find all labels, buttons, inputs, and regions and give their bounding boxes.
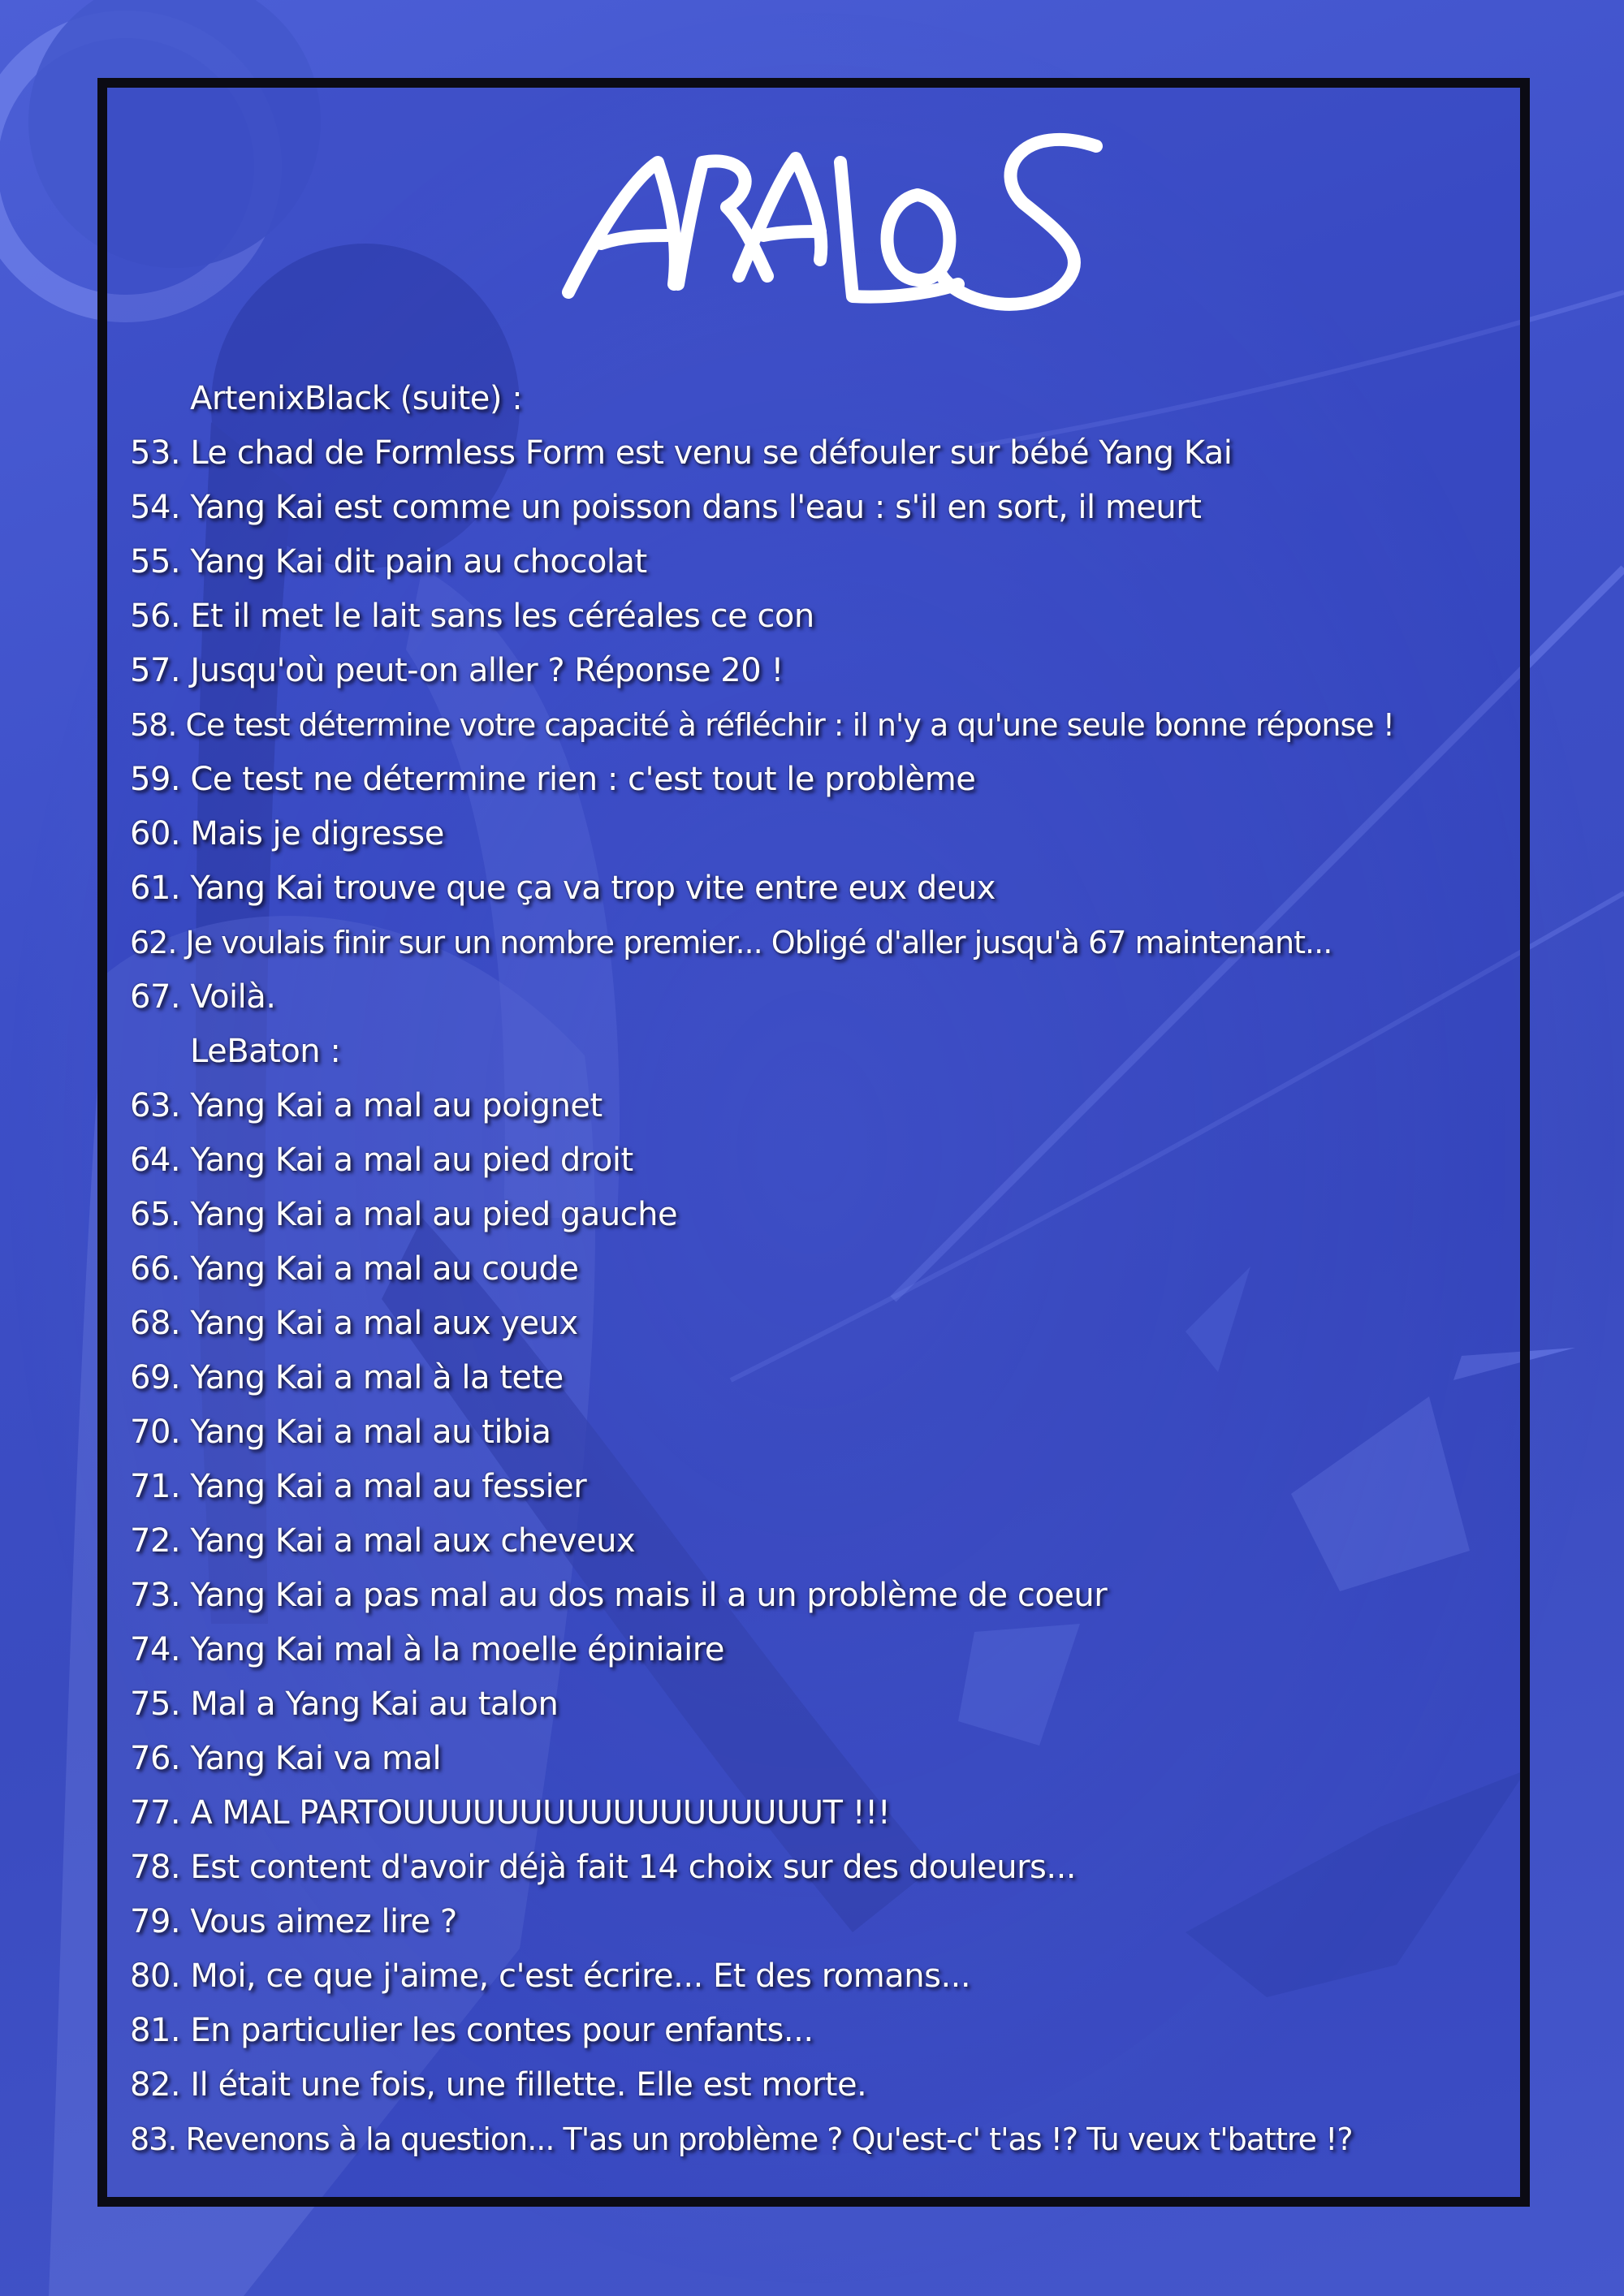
list-item: 81. En particulier les contes pour enfants... xyxy=(130,2012,814,2049)
list-item: 79. Vous aimez lire ? xyxy=(130,1903,457,1940)
list-item: 69. Yang Kai a mal à la tete xyxy=(130,1359,564,1396)
section-heading: LeBaton : xyxy=(190,1033,341,1070)
list-item: 60. Mais je digresse xyxy=(130,815,444,852)
list-item: 53. Le chad de Formless Form est venu se défouler sur bébé Yang Kai xyxy=(130,434,1233,472)
list-item: 78. Est content d'avoir déjà fait 14 choix sur des douleurs... xyxy=(130,1849,1077,1886)
list-item: 62. Je voulais finir sur un nombre premier... Obligé d'aller jusqu'à 67 maintenant... xyxy=(130,925,1332,960)
aralos-logo xyxy=(536,114,1121,390)
list-item: 66. Yang Kai a mal au coude xyxy=(130,1250,579,1288)
list-item: 58. Ce test détermine votre capacité à réfléchir : il n'y a qu'une seule bonne réponse ! xyxy=(130,707,1394,743)
list-item: 67. Voilà. xyxy=(130,978,276,1016)
section-heading: ArtenixBlack (suite) : xyxy=(190,380,523,417)
list-item: 55. Yang Kai dit pain au chocolat xyxy=(130,543,647,580)
list-item: 76. Yang Kai va mal xyxy=(130,1740,442,1777)
list-item: 83. Revenons à la question... T'as un problème ? Qu'est-c' t'as !? Tu veux t'battre !? xyxy=(130,2121,1353,2157)
list-item: 56. Et il met le lait sans les céréales ce con xyxy=(130,598,814,635)
list-item: 70. Yang Kai a mal au tibia xyxy=(130,1413,551,1451)
list-item: 77. A MAL PARTOUUUUUUUUUUUUUUUUUUT !!! xyxy=(130,1794,891,1832)
list-item: 63. Yang Kai a mal au poignet xyxy=(130,1087,603,1124)
list-item: 54. Yang Kai est comme un poisson dans l'eau : s'il en sort, il meurt xyxy=(130,489,1202,526)
list-item: 75. Mal a Yang Kai au talon xyxy=(130,1685,559,1723)
entries-list xyxy=(130,372,1510,2167)
list-item: 71. Yang Kai a mal au fessier xyxy=(130,1468,587,1505)
list-item: 61. Yang Kai trouve que ça va trop vite entre eux deux xyxy=(130,870,996,907)
list-item: 59. Ce test ne détermine rien : c'est tout le problème xyxy=(130,761,976,798)
list-item: 64. Yang Kai a mal au pied droit xyxy=(130,1142,633,1179)
list-item: 80. Moi, ce que j'aime, c'est écrire... Et des romans... xyxy=(130,1957,971,1995)
list-item: 72. Yang Kai a mal aux cheveux xyxy=(130,1522,636,1560)
list-item: 68. Yang Kai a mal aux yeux xyxy=(130,1305,578,1342)
list-item: 74. Yang Kai mal à la moelle épiniaire xyxy=(130,1631,724,1668)
list-item: 73. Yang Kai a pas mal au dos mais il a un problème de coeur xyxy=(130,1577,1108,1614)
list-item: 57. Jusqu'où peut-on aller ? Réponse 20 ! xyxy=(130,652,784,689)
list-item: 82. Il était une fois, une fillette. Elle est morte. xyxy=(130,2066,867,2104)
list-item: 65. Yang Kai a mal au pied gauche xyxy=(130,1196,678,1233)
